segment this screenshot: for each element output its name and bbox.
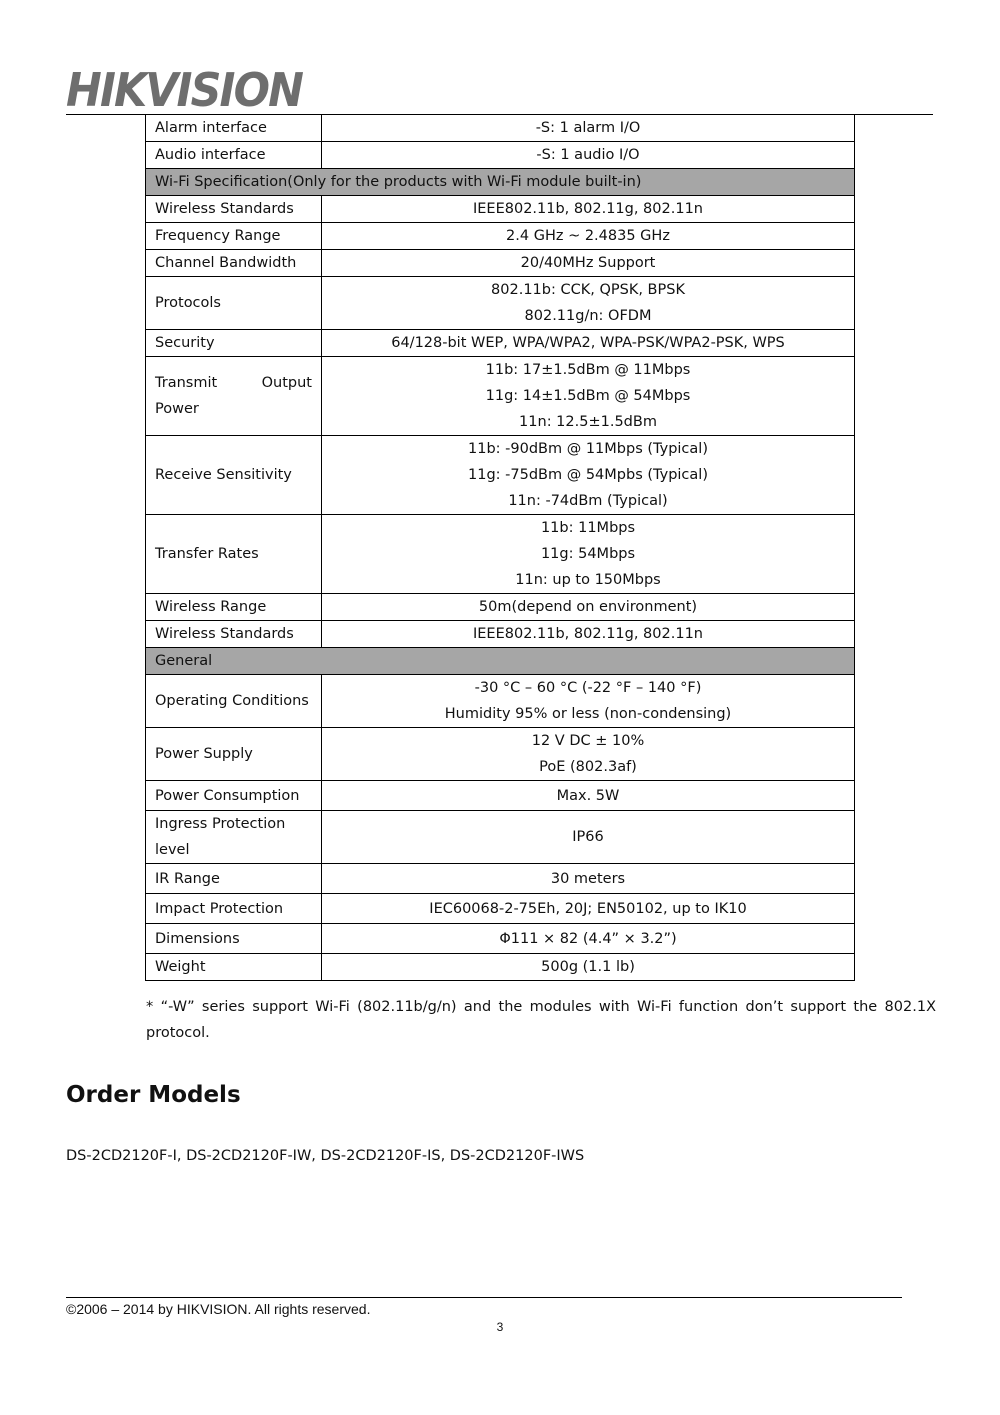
spec-row — [146, 115, 855, 142]
spec-row — [146, 515, 855, 594]
spec-label: Transfer Rates — [146, 515, 322, 594]
hikvision-logo: HIKVISION — [66, 63, 303, 117]
spec-label: Power Consumption — [146, 781, 322, 811]
spec-value-line: Max. 5W — [556, 787, 620, 804]
spec-value-line: 11g: 14±1.5dBm @ 54Mbps — [485, 388, 691, 404]
spec-section-header — [146, 648, 855, 675]
spec-label: Wireless Range — [146, 594, 322, 621]
spec-row — [146, 357, 855, 436]
spec-section-header — [146, 169, 855, 196]
spec-table — [145, 114, 855, 981]
spec-value — [322, 594, 855, 621]
spec-value-line: Φ111 × 82 (4.4” × 3.2”) — [499, 930, 677, 947]
spec-label: Dimensions — [146, 924, 322, 954]
spec-value-line: IEEE802.11b, 802.11g, 802.11n — [472, 201, 703, 217]
spec-row — [146, 196, 855, 223]
spec-value — [322, 223, 855, 250]
spec-value-line: IP66 — [572, 829, 604, 845]
spec-label: Protocols — [146, 277, 322, 330]
spec-label: Impact Protection — [146, 894, 322, 924]
spec-value-line: -30 °C – 60 °C (-22 °F – 140 °F) — [474, 680, 702, 696]
spec-value-line: 64/128-bit WEP, WPA/WPA2, WPA-PSK/WPA2-PSK, WPS — [391, 335, 785, 351]
spec-value — [322, 196, 855, 223]
spec-value — [322, 142, 855, 169]
spec-value-line: 11g: -75dBm @ 54Mpbs (Typical) — [468, 467, 708, 483]
spec-row — [146, 894, 855, 924]
spec-value-line: 11b: -90dBm @ 11Mbps (Typical) — [468, 441, 708, 457]
spec-value — [322, 115, 855, 142]
spec-value — [322, 250, 855, 277]
spec-row — [146, 675, 855, 728]
spec-value-line: 11n: 12.5±1.5dBm — [519, 414, 657, 430]
spec-value — [322, 781, 855, 811]
wifi-footnote: * “-W” series support Wi-Fi (802.11b/g/n) and the modules with Wi-Fi function don’t support the 802.1X protocol. — [146, 999, 936, 1041]
spec-value-line: Humidity 95% or less (non-condensing) — [444, 706, 732, 722]
spec-row — [146, 142, 855, 169]
spec-row — [146, 864, 855, 894]
spec-value — [322, 436, 855, 515]
spec-value-line: 20/40MHz Support — [520, 255, 656, 271]
order-models-title: Order Models — [66, 1082, 241, 1108]
copyright-notice: ©2006 – 2014 by HIKVISION. All rights reserved. — [66, 1301, 371, 1317]
spec-value — [322, 515, 855, 594]
section-title: General — [146, 648, 855, 675]
spec-value — [322, 924, 855, 954]
spec-row — [146, 954, 855, 981]
spec-value — [322, 330, 855, 357]
spec-value-line: 11b: 11Mbps — [540, 520, 636, 536]
spec-label: IR Range — [146, 864, 322, 894]
spec-label: Wireless Standards — [146, 621, 322, 648]
spec-value-line: 30 meters — [550, 870, 626, 887]
spec-value-line: 50m(depend on environment) — [478, 599, 698, 615]
spec-value-line: 2.4 GHz ~ 2.4835 GHz — [506, 228, 670, 244]
spec-label: Operating Conditions — [146, 675, 322, 728]
spec-row — [146, 250, 855, 277]
section-title: Wi-Fi Specification(Only for the products with Wi-Fi module built-in) — [146, 169, 855, 196]
page-number: 3 — [496, 1320, 504, 1334]
spec-row — [146, 924, 855, 954]
spec-label: Receive Sensitivity — [146, 436, 322, 515]
spec-value-line: 500g (1.1 lb) — [541, 959, 635, 975]
spec-value-line: 11b: 17±1.5dBm @ 11Mbps — [485, 362, 691, 378]
spec-value-line: IEC60068-2-75Eh, 20J; EN50102, up to IK10 — [429, 900, 747, 917]
spec-row — [146, 811, 855, 864]
spec-value-line: -S: 1 audio I/O — [536, 147, 640, 163]
spec-row — [146, 781, 855, 811]
spec-value-line: -S: 1 alarm I/O — [535, 120, 641, 136]
spec-value-line: 11g: 54Mbps — [540, 546, 636, 562]
spec-value-line: 11n: -74dBm (Typical) — [508, 493, 668, 509]
spec-value-line: IEEE802.11b, 802.11g, 802.11n — [472, 626, 703, 642]
spec-value — [322, 728, 855, 781]
spec-label: Security — [146, 330, 322, 357]
spec-row — [146, 223, 855, 250]
spec-value — [322, 621, 855, 648]
spec-row — [146, 594, 855, 621]
spec-value — [322, 811, 855, 864]
footer-rule — [66, 1297, 902, 1298]
spec-value — [322, 954, 855, 981]
spec-value-line: 11n: up to 150Mbps — [515, 572, 661, 588]
spec-label: Ingress Protection level — [146, 811, 322, 864]
spec-value — [322, 277, 855, 330]
spec-value-line: PoE (802.3af) — [539, 759, 637, 775]
spec-row — [146, 728, 855, 781]
spec-value — [322, 675, 855, 728]
spec-row — [146, 277, 855, 330]
spec-label: Transmit Output Power — [146, 357, 322, 436]
spec-value-line: 12 V DC ± 10% — [531, 733, 645, 749]
spec-label: Alarm interface — [146, 115, 322, 142]
spec-label: Frequency Range — [146, 223, 322, 250]
spec-label: Weight — [146, 954, 322, 981]
spec-row — [146, 436, 855, 515]
spec-label: Channel Bandwidth — [146, 250, 322, 277]
spec-label: Audio interface — [146, 142, 322, 169]
spec-value-line: 802.11b: CCK, QPSK, BPSK — [491, 282, 685, 298]
spec-label: Wireless Standards — [146, 196, 322, 223]
spec-label: Power Supply — [146, 728, 322, 781]
order-models-list: DS-2CD2120F-I, DS-2CD2120F-IW, DS-2CD2120F-IS, DS-2CD2120F-IWS — [66, 1148, 585, 1164]
spec-value-line: 802.11g/n: OFDM — [524, 308, 652, 324]
spec-row — [146, 621, 855, 648]
spec-value — [322, 864, 855, 894]
spec-value — [322, 894, 855, 924]
spec-table-body — [146, 115, 855, 981]
spec-row — [146, 330, 855, 357]
spec-value — [322, 357, 855, 436]
